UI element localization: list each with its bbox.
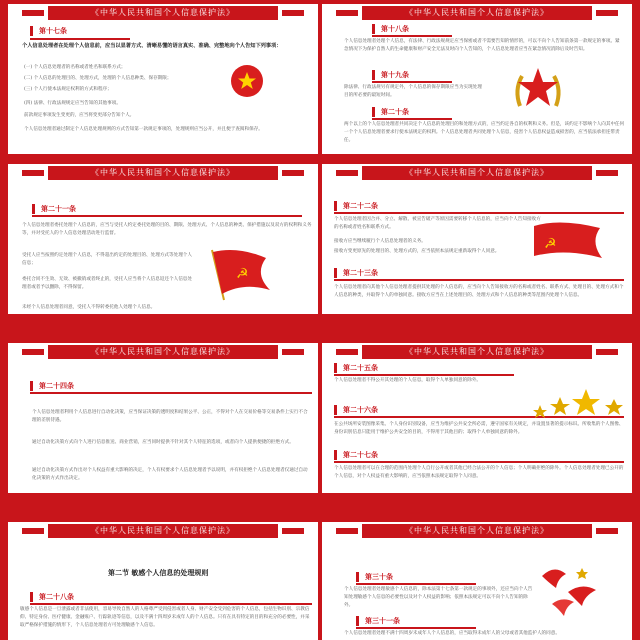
article-heading: 第十九条 — [372, 70, 409, 80]
national-emblem-icon — [230, 64, 264, 98]
slide-banner: 《中华人民共和国个人信息保护法》 — [48, 6, 278, 20]
article-heading: 第十八条 — [372, 24, 409, 34]
slide-articles-30-31 — [322, 522, 632, 640]
article-text: 个人信息处理者可以在合理的范围内处理个人自行公开或者其他已经合法公开的个人信息；个人明确拒绝的除外。个人信息处理者处理已公开的个人信息，对个人权益有重大影响的，应当依照本法规定取得个人同意。 — [334, 466, 624, 479]
list-item: (四) 法律、行政法规规定应当告知的其他事项。 — [24, 101, 121, 106]
heading-underline — [334, 212, 624, 214]
list-item: 前款规定事项发生变更的，应当将变更部分告知个人。 — [24, 113, 135, 118]
slide-article-28 — [8, 522, 318, 640]
heading-underline — [356, 627, 476, 629]
slide-articles-25-27 — [322, 343, 632, 493]
heading-underline — [30, 603, 312, 605]
slide-article-17 — [8, 4, 318, 154]
heading-underline — [30, 392, 312, 394]
article-text: 个人信息处理者处理敏感个人信息的，除本法第十七条第一款规定的事项外，还应当向个人告知处理敏感个人信息的必要性以及对个人权益的影响；依照本法规定可以不向个人告知的除外。 — [344, 587, 533, 608]
article-heading: 第三十一条 — [356, 616, 400, 626]
section-title: 第二节 敏感个人信息的处理规则 — [108, 569, 209, 577]
heading-underline — [30, 38, 130, 40]
list-item: 受托人应当按照约定处理个人信息，不得超出约定的处理目的、处理方式等处理个人信息； — [22, 253, 192, 266]
article-text: 敏感个人信息是一旦泄露或者非法使用，容易导致自然人的人格尊严受到侵害或者人身、财产安全受到危害的个人信息，包括生物识别、宗教信仰、特定身份、医疗健康、金融账户、行踪轨迹等信息，以及不满十四周岁未成年人的个人信息。只有在具有特定的目的和充分的必要性，并采取严格保护措施的情形下，个人信息处理者方可处理敏感个人信息。 — [20, 607, 310, 628]
slide-banner: 《中华人民共和国个人信息保护法》 — [48, 166, 278, 180]
list-item: 个人信息处理者委托处理个人信息的，应当与受托人约定委托处理的目的、期限、处理方式、个人信息的种类、保护措施以及双方的权利和义务等，并对受托人的个人信息处理活动进行监督。 — [22, 223, 312, 236]
gold-stars-icon — [530, 383, 630, 423]
heading-underline — [356, 583, 476, 585]
article-text: 个人信息处理者不得公开其处理的个人信息，取得个人单独同意的除外。 — [334, 378, 482, 383]
article-heading: 第二十六条 — [334, 405, 378, 415]
article-heading: 第三十条 — [356, 572, 393, 582]
article-text: 在公共场所安装图像采集、个人身份识别设备，应当为维护公共安全所必需，遵守国家有关规定，并设置显著的提示标识。所收集的个人图像、身份识别信息只能用于维护公共安全的目的，不得用于其他目的；取得个人单独同意的除外。 — [334, 422, 624, 435]
article-heading: 第二十八条 — [30, 592, 74, 602]
slide-banner: 《中华人民共和国个人信息保护法》 — [48, 524, 278, 538]
article-text: 除法律、行政法规另有规定外，个人信息的保存期限应当为实现处理目的所必要的最短时间。 — [344, 85, 482, 98]
heading-underline — [32, 215, 302, 217]
list-item: 个人信息处理者利用个人信息进行自动化决策，应当保证决策的透明度和结果公平、公正，不得对个人在交易价格等交易条件上实行不合理的差别待遇。 — [32, 410, 308, 423]
slide-banner: 《中华人民共和国个人信息保护法》 — [362, 524, 592, 538]
article-heading: 第二十二条 — [334, 201, 378, 211]
article-text: 个人信息处理者向其他个人信息处理者提供其处理的个人信息的，应当向个人告知接收方的名称或者姓名、联系方式、处理目的、处理方式和个人信息的种类，并取得个人的单独同意。接收方应当在上述处理目的、处理方式和个人信息的种类等范围内处理个人信息。 — [334, 285, 624, 298]
list-item: 个人信息处理者通过制定个人信息处理规则的方式告知第一款规定事项的，处理规则应当公开，并且便于查阅和保存。 — [24, 127, 263, 132]
list-item: (三) 个人行使本法规定权利的方式和程序； — [24, 87, 112, 92]
party-flag-icon — [530, 218, 604, 264]
slide-banner: 《中华人民共和国个人信息保护法》 — [362, 6, 592, 20]
list-item: 未经个人信息处理者同意，受托人不得转委托他人处理个人信息。 — [22, 305, 156, 310]
svg-text:☭: ☭ — [544, 236, 557, 252]
heading-underline — [372, 118, 452, 120]
heading-underline — [334, 461, 624, 463]
svg-text:☭: ☭ — [236, 266, 249, 282]
list-item: (一) 个人信息处理者的名称或者姓名和联系方式； — [24, 65, 126, 70]
article-heading: 第二十三条 — [334, 268, 378, 278]
slide-articles-22-23 — [322, 164, 632, 314]
article-text: 两个以上的个人信息处理者共同决定个人信息的处理目的和处理方式的，应当约定各自的权利和义务。但是，该约定不影响个人向其中任何一个个人信息处理者要求行使本法规定的权利。个人信息处理者共同处理个人信息，侵害个人信息权益造成损害的，应当依法承担连带责任。 — [344, 122, 625, 143]
list-item: 通过自动化决策方式作出对个人权益有重大影响的决定，个人有权要求个人信息处理者予以说明，并有权拒绝个人信息处理者仅通过自动化决策的方式作出决定。 — [32, 468, 308, 481]
slide-article-24 — [8, 343, 318, 493]
list-item: 通过自动化决策方式向个人进行信息推送、商业营销，应当同时提供不针对其个人特征的选项，或者向个人提供便捷的拒绝方式。 — [32, 440, 294, 445]
heading-underline — [372, 35, 452, 37]
slide-banner: 《中华人民共和国个人信息保护法》 — [48, 345, 278, 359]
article-text: 个人信息处理者处理不满十四周岁未成年人个人信息的，应当取得未成年人的父母或者其他监护人的同意。 — [344, 631, 560, 636]
article-heading: 第二十一条 — [32, 204, 76, 214]
article-heading: 第二十七条 — [334, 450, 378, 460]
article-heading: 第二十五条 — [334, 363, 378, 373]
red-doves-icon — [538, 562, 602, 622]
article-heading: 第二十四条 — [30, 381, 74, 391]
list-item: 接收方变更原先的处理目的、处理方式的，应当依照本法规定重新取得个人同意。 — [334, 249, 500, 254]
article-heading: 第二十条 — [372, 107, 409, 117]
slide-articles-18-20 — [322, 4, 632, 154]
heading-underline — [334, 279, 624, 281]
article-heading: 第十七条 — [30, 26, 67, 36]
list-item: 委托合同不生效、无效、被撤销或者终止的，受托人应当将个人信息返还个人信息处理者或者予以删除，不得保留。 — [22, 277, 192, 290]
list-item: 个人信息处理者因合并、分立、解散、被宣告破产等原因需要转移个人信息的，应当向个人告知接收方的名称或者姓名和联系方式。 — [334, 217, 541, 230]
heading-underline — [372, 81, 452, 83]
slide-banner: 《中华人民共和国个人信息保护法》 — [362, 345, 592, 359]
slide-article-21 — [8, 164, 318, 314]
list-item: 接收方应当继续履行个人信息处理者的义务。 — [334, 239, 426, 244]
heading-underline — [334, 374, 514, 376]
star-wreath-icon — [510, 60, 566, 116]
party-flag-icon — [204, 246, 274, 302]
slide-banner: 《中华人民共和国个人信息保护法》 — [362, 166, 592, 180]
article-lead: 个人信息处理者在处理个人信息前，应当以显著方式、清晰易懂的语言真实、准确、完整地向个人告知下列事项： — [22, 43, 282, 49]
article-text: 个人信息处理者处理个人信息，有法律、行政法规规定应当保密或者不需要告知的情形的，可以不向个人告知前条第一款规定的事项。紧急情况下为保护自然人的生命健康和财产安全无法及时向个人告知的，个人信息处理者应当在紧急情况消除后及时告知。 — [344, 39, 620, 52]
list-item: (二) 个人信息的处理目的、处理方式，处理的个人信息种类、保存期限； — [24, 76, 172, 81]
